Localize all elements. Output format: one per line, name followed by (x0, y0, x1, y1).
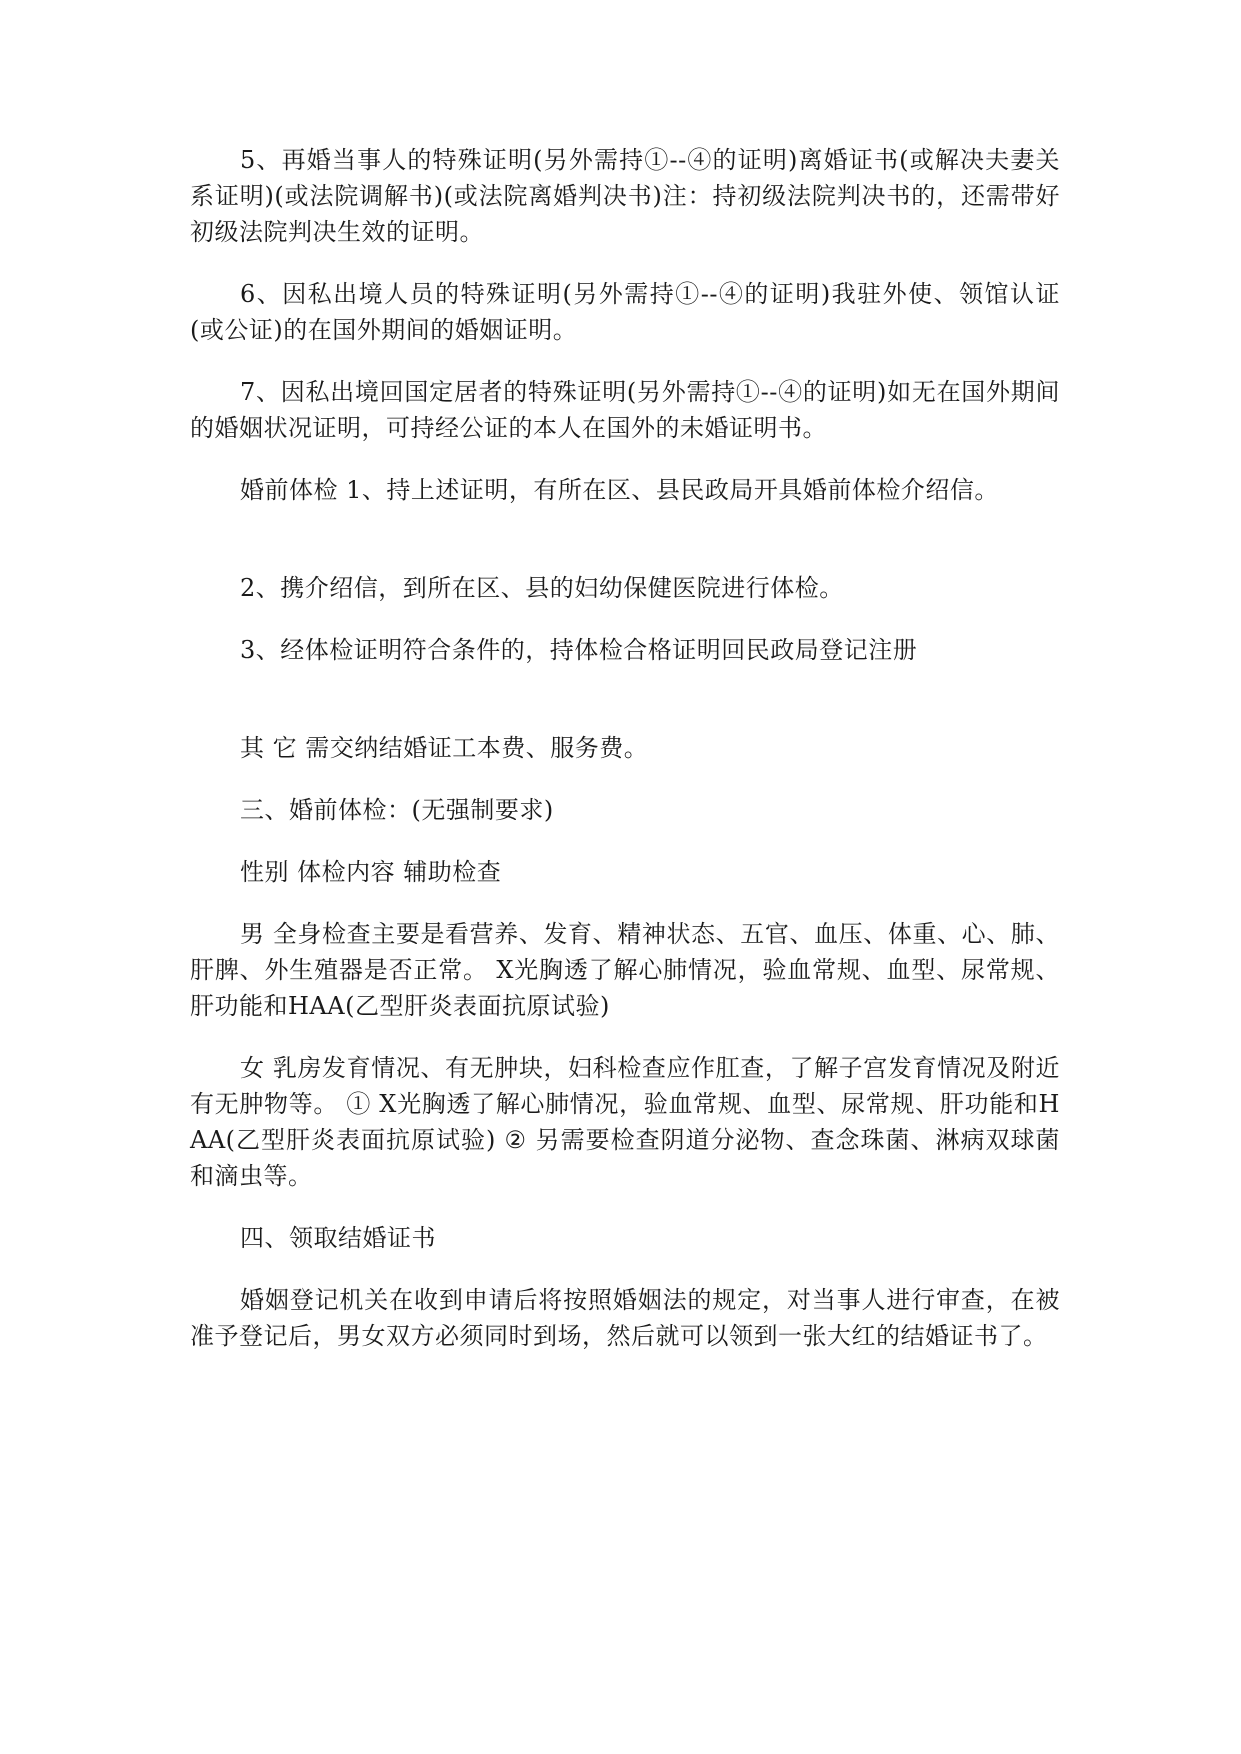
paragraph-exam-female: 女 乳房发育情况、有无肿块，妇科检查应作肛查，了解子宫发育情况及附近有无肿物等。 ① X光胸透了解心肺情况，验血常规、血型、尿常规、肝功能和HAA(乙型肝炎表面抗原试验) ② 另需要检查阴道分泌物、查念珠菌、淋病双球菌和滴虫等。 (190, 1054, 1060, 1190)
paragraph-exam-table-header: 性别 体检内容 辅助检查 (240, 858, 502, 886)
paragraph-premarital-exam-step-1: 婚前体检 1、持上述证明，有所在区、县民政局开具婚前体检介绍信。 (240, 476, 999, 504)
paragraph-returnee-proof: 7、因私出境回国定居者的特殊证明(另外需持①--④的证明)如无在国外期间的婚姻状况证明，可持经公证的本人在国外的未婚证明书。 (190, 378, 1060, 442)
document-body (190, 142, 1060, 1380)
paragraph-exam-male: 男 全身检查主要是看营养、发育、精神状态、五官、血压、体重、心、肺、肝脾、外生殖器是否正常。 X光胸透了解心肺情况，验血常规、血型、尿常规、肝功能和HAA(乙型肝炎表面抗原试验) (190, 920, 1060, 1020)
paragraph-other-fees: 其 它 需交纳结婚证工本费、服务费。 (240, 734, 649, 762)
paragraph-overseas-proof: 6、因私出境人员的特殊证明(另外需持①--④的证明)我驻外使、领馆认证(或公证)的在国外期间的婚姻证明。 (190, 280, 1060, 344)
section-heading-premarital-exam: 三、婚前体检：(无强制要求) (240, 796, 554, 824)
paragraph-premarital-exam-step-3: 3、经体检证明符合条件的，持体检合格证明回民政局登记注册 (240, 636, 918, 664)
paragraph-premarital-exam-step-2: 2、携介绍信，到所在区、县的妇幼保健医院进行体检。 (240, 574, 844, 602)
section-heading-certificate: 四、领取结婚证书 (240, 1224, 436, 1252)
paragraph-remarriage-proof: 5、再婚当事人的特殊证明(另外需持①--④的证明)离婚证书(或解决夫妻关系证明)(或法院调解书)(或法院离婚判决书)注：持初级法院判决书的，还需带好初级法院判决生效的证明。 (190, 146, 1060, 246)
paragraph-certificate-issue: 婚姻登记机关在收到申请后将按照婚姻法的规定，对当事人进行审查，在被准予登记后，男女双方必须同时到场，然后就可以领到一张大红的结婚证书了。 (190, 1286, 1060, 1350)
